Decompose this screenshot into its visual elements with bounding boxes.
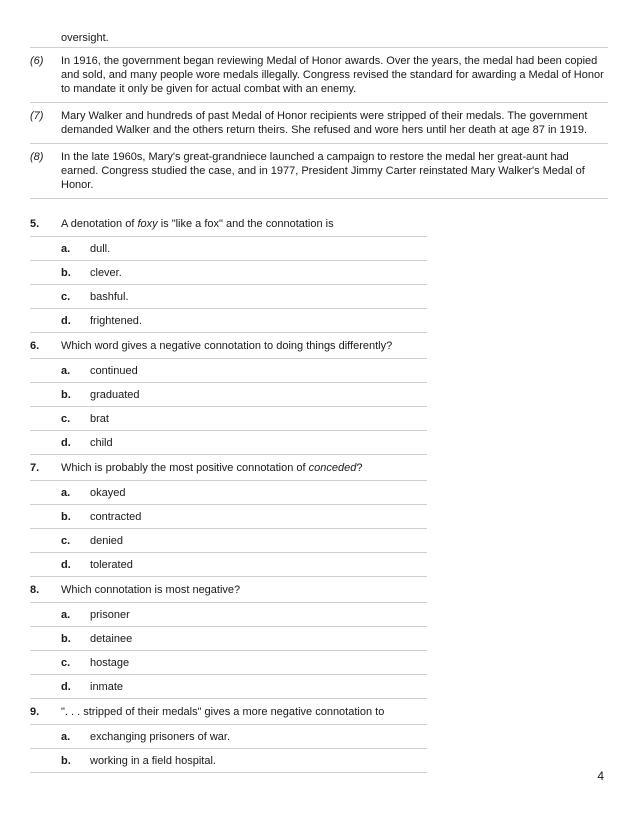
answer-option[interactable] xyxy=(30,359,427,383)
option-text: continued xyxy=(90,364,138,377)
option-label: d. xyxy=(61,314,71,327)
question-prompt: A denotation of foxy is "like a fox" and the connotation is xyxy=(61,217,334,230)
option-label: b. xyxy=(61,388,71,401)
answer-option[interactable] xyxy=(30,383,427,407)
answer-option[interactable] xyxy=(30,285,427,309)
option-label: b. xyxy=(61,754,71,767)
answer-option[interactable] xyxy=(30,529,427,553)
option-label: b. xyxy=(61,632,71,645)
option-text: prisoner xyxy=(90,608,130,621)
option-label: c. xyxy=(61,534,71,547)
answer-option[interactable] xyxy=(30,309,427,333)
answer-option[interactable] xyxy=(30,505,427,529)
option-text: child xyxy=(90,436,113,449)
question-number: 8. xyxy=(30,583,40,596)
answer-option[interactable] xyxy=(30,651,427,675)
option-label: a. xyxy=(61,364,71,377)
paragraph-number: (6) xyxy=(30,55,44,67)
question-number: 9. xyxy=(30,705,40,718)
paragraph-text: In the late 1960s, Mary's great-grandniece launched a campaign to restore the medal her great-aunt had earned. Congress studied the case, and in 1977, President Jimmy Carter reinstated Mary Walker's Medal of Honor. xyxy=(61,151,585,191)
paragraph-number: (8) xyxy=(30,151,44,163)
option-label: d. xyxy=(61,680,71,693)
question-prompt: Which word gives a negative connotation to doing things differently? xyxy=(61,339,393,352)
question-prompt: Which connotation is most negative? xyxy=(61,583,241,596)
answer-option[interactable] xyxy=(30,603,427,627)
option-text: hostage xyxy=(90,656,130,669)
option-label: a. xyxy=(61,486,71,499)
question-7 xyxy=(30,455,427,481)
option-text: working in a field hospital. xyxy=(90,754,216,767)
question-number: 6. xyxy=(30,339,40,352)
page-number: 4 xyxy=(597,769,604,783)
option-label: d. xyxy=(61,436,71,449)
option-label: c. xyxy=(61,290,71,303)
option-label: b. xyxy=(61,266,71,279)
paragraph-text: In 1916, the government began reviewing Medal of Honor awards. Over the years, the medal had been copied and sold, and many people wore medals illegally. Congress revised the standard for awarding a Medal of Honor to mandate it only be given for actual combat with an enemy. xyxy=(61,55,604,95)
option-text: frightened. xyxy=(90,314,142,327)
option-label: a. xyxy=(61,242,71,255)
question-number: 5. xyxy=(30,217,40,230)
option-label: d. xyxy=(61,558,71,571)
passage-continuation: oversight. xyxy=(30,22,608,48)
question-number: 7. xyxy=(30,461,40,474)
paragraph-text: Mary Walker and hundreds of past Medal of Honor recipients were stripped of their medals. The government demanded Walker and the others return theirs. She refused and wore hers until her death at age 87 in 1919. xyxy=(61,110,588,136)
question-5 xyxy=(30,211,427,237)
option-label: a. xyxy=(61,608,71,621)
answer-option[interactable] xyxy=(30,431,427,455)
option-text: tolerated xyxy=(90,558,133,571)
option-text: brat xyxy=(90,412,109,425)
option-label: b. xyxy=(61,510,71,523)
option-text: inmate xyxy=(90,680,124,693)
option-text: detainee xyxy=(90,632,133,645)
answer-option[interactable] xyxy=(30,627,427,651)
answer-option[interactable] xyxy=(30,725,427,749)
question-prompt: ". . . stripped of their medals" gives a more negative connotation to xyxy=(61,705,385,718)
paragraph-7 xyxy=(30,103,608,144)
reading-passage xyxy=(30,22,608,199)
option-text: okayed xyxy=(90,486,126,499)
option-label: a. xyxy=(61,730,71,743)
answer-option[interactable] xyxy=(30,749,427,773)
option-text: dull. xyxy=(90,242,111,255)
option-text: clever. xyxy=(90,266,122,279)
question-prompt: Which is probably the most positive connotation of conceded? xyxy=(61,461,363,474)
answer-option[interactable] xyxy=(30,237,427,261)
option-text: graduated xyxy=(90,388,140,401)
answer-option[interactable] xyxy=(30,481,427,505)
question-list xyxy=(30,211,427,773)
answer-option[interactable] xyxy=(30,553,427,577)
question-9 xyxy=(30,699,427,725)
answer-option[interactable] xyxy=(30,675,427,699)
question-8 xyxy=(30,577,427,603)
paragraph-8 xyxy=(30,144,608,199)
option-text: bashful. xyxy=(90,290,129,303)
option-label: c. xyxy=(61,412,71,425)
option-text: exchanging prisoners of war. xyxy=(90,730,231,743)
option-label: c. xyxy=(61,656,71,669)
paragraph-6 xyxy=(30,48,608,103)
option-text: contracted xyxy=(90,510,142,523)
answer-option[interactable] xyxy=(30,407,427,431)
answer-option[interactable] xyxy=(30,261,427,285)
question-6 xyxy=(30,333,427,359)
paragraph-number: (7) xyxy=(30,110,44,122)
option-text: denied xyxy=(90,534,124,547)
